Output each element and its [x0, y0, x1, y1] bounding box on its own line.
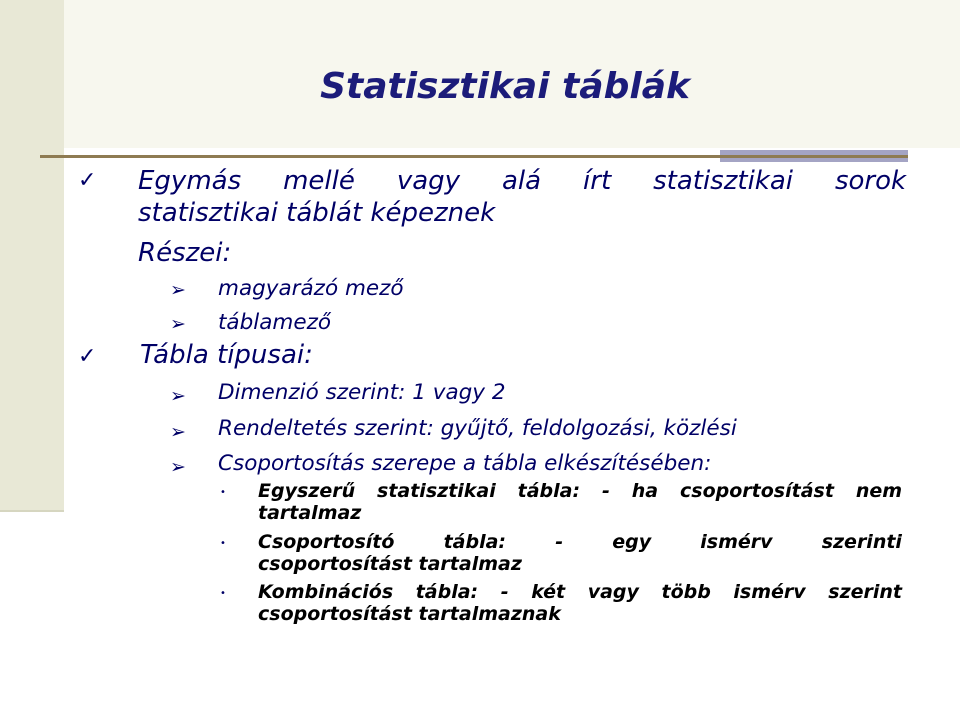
subitem-1-line-1: [258, 480, 902, 502]
table-type-item: Rendeltetés szerint: gyűjtő, feldolgozási, közlési: [218, 416, 737, 441]
subitem-1-line-2: tartalmaz: [258, 502, 362, 524]
word: tábla:: [443, 531, 507, 553]
word: statisztikai: [377, 480, 496, 502]
left-band-edge: [0, 510, 64, 512]
word: statisztikai: [653, 166, 794, 196]
reszei-item: magyarázó mező: [218, 276, 404, 301]
table-type-item: Csoportosítás szerepe a tábla elkészítésében:: [218, 451, 712, 476]
word: sorok: [834, 166, 907, 196]
word: több: [661, 581, 711, 603]
word: két: [531, 581, 566, 603]
subitem-2-line-1: [258, 531, 902, 553]
arrow-bullet-icon: ➢: [170, 456, 186, 478]
slide-title: Statisztikai táblák: [320, 66, 690, 107]
arrow-bullet-icon: ➢: [170, 313, 186, 335]
word: ismérv: [700, 531, 773, 553]
word: Kombinációs: [258, 581, 394, 603]
checkmark-icon: ✓: [78, 168, 97, 193]
word: ha: [631, 480, 659, 502]
title-rule-accent-line: [720, 155, 908, 158]
word: vagy: [396, 166, 461, 196]
word: írt: [583, 166, 612, 196]
dot-bullet-icon: •: [220, 538, 226, 549]
word: tábla:: [415, 581, 479, 603]
subitem-3-line-2: csoportosítást tartalmaznak: [258, 603, 561, 625]
checkmark-icon: ✓: [78, 344, 97, 369]
word: Egyszerű: [258, 480, 356, 502]
word: ismérv: [733, 581, 806, 603]
word: szerinti: [821, 531, 902, 553]
word: -: [500, 581, 509, 603]
word: tábla:: [517, 480, 581, 502]
bullet-1-line-2: statisztikai táblát képeznek: [138, 198, 496, 228]
word: alá: [501, 166, 542, 196]
word: nem: [855, 480, 903, 502]
reszei-label: Részei:: [138, 238, 232, 268]
dot-bullet-icon: •: [220, 487, 226, 498]
word: csoportosítást: [680, 480, 834, 502]
word: vagy: [587, 581, 639, 603]
title-rule: [40, 155, 720, 158]
arrow-bullet-icon: ➢: [170, 279, 186, 301]
word: Egymás: [138, 166, 242, 196]
subitem-2-line-2: csoportosítást tartalmaz: [258, 553, 522, 575]
word: -: [555, 531, 564, 553]
word: -: [601, 480, 610, 502]
word: szerint: [828, 581, 903, 603]
word: mellé: [283, 166, 355, 196]
arrow-bullet-icon: ➢: [170, 421, 186, 443]
table-type-item: Dimenzió szerint: 1 vagy 2: [218, 380, 506, 405]
reszei-item: táblamező: [218, 310, 332, 335]
word: Csoportosító: [258, 531, 395, 553]
bullet-2-label: Tábla típusai:: [140, 340, 313, 370]
word: egy: [612, 531, 652, 553]
arrow-bullet-icon: ➢: [170, 385, 186, 407]
subitem-3-line-1: [258, 581, 902, 603]
dot-bullet-icon: •: [220, 588, 226, 599]
bullet-1-line-1: [138, 166, 906, 196]
